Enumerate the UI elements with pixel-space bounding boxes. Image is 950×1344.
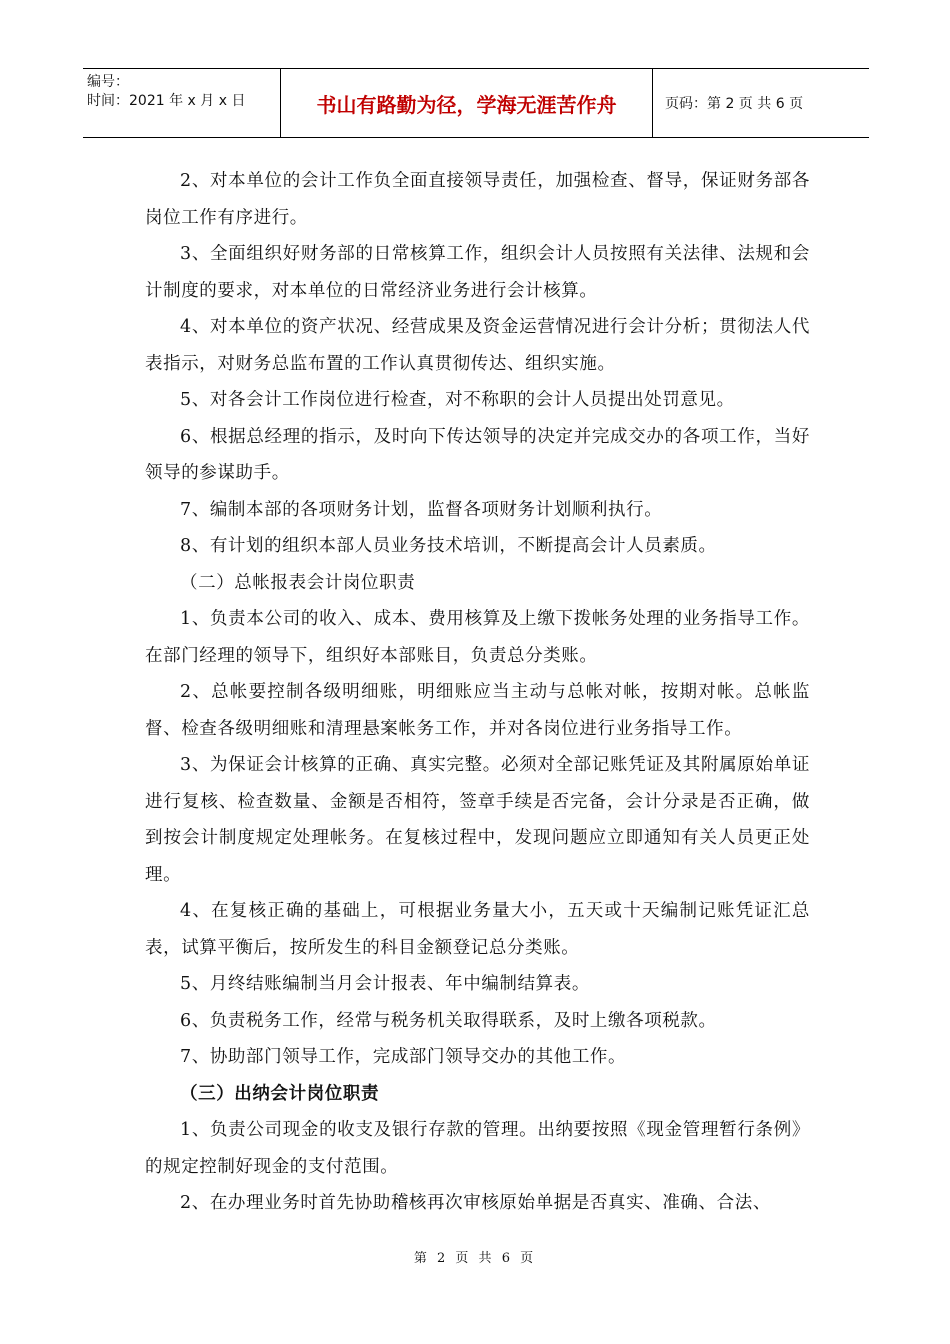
page-footer: 第 2 页 共 6 页 — [413, 1251, 537, 1266]
number-label: 编号： — [87, 74, 129, 90]
paragraph: 5、月终结账编制当月会计报表、年中编制结算表。 — [180, 974, 590, 994]
paragraph: 7、协助部门领导工作，完成部门领导交办的其他工作。 — [180, 1047, 627, 1067]
section-heading: （二）总帐报表会计岗位职责 — [180, 572, 416, 593]
paragraph: 4、对本单位的资产状况、经营成果及资金运营情况进行会计分析；贯彻法人代表指示，对财务总监布置的工作认真贯彻传达、组织实施。 — [145, 317, 810, 374]
time-label: 时间：2021 年 x 月 x 日 — [87, 93, 246, 109]
document-body — [145, 163, 810, 1222]
section-heading: （三）出纳会计岗位职责 — [180, 1083, 380, 1104]
paragraph: 6、根据总经理的指示，及时向下传达领导的决定并完成交办的各项工作，当好领导的参谋助手。 — [145, 426, 810, 483]
paragraph: 4、在复核正确的基础上，可根据业务量大小，五天或十天编制记账凭证汇总表，试算平衡后，按所发生的科目金额登记总分类账。 — [145, 901, 810, 958]
paragraph: 8、有计划的组织本部人员业务技术培训，不断提高会计人员素质。 — [180, 536, 717, 556]
paragraph: 2、在办理业务时首先协助稽核再次审核原始单据是否真实、准确、合法、 — [180, 1193, 771, 1213]
paragraph: 7、编制本部的各项财务计划，监督各项财务计划顺利执行。 — [180, 499, 663, 520]
paragraph: 1、负责公司现金的收支及银行存款的管理。出纳要按照《现金管理暂行条例》的规定控制好现金的支付范围。 — [145, 1120, 810, 1177]
paragraph: 5、对各会计工作岗位进行检查，对不称职的会计人员提出处罚意见。 — [180, 390, 735, 410]
paragraph: 3、全面组织好财务部的日常核算工作，组织会计人员按照有关法律、法规和会计制度的要求，对本单位的日常经济业务进行会计核算。 — [145, 244, 810, 301]
page-header — [83, 68, 869, 138]
header-motto: 书山有路勤为径，学海无涯苦作舟 — [281, 69, 653, 137]
header-page-info: 页码：第 2 页 共 6 页 — [665, 96, 804, 112]
paragraph: 3、为保证会计核算的正确、真实完整。必须对全部记账凭证及其附属原始单证进行复核、检查数量、金额是否相符，签章手续是否完备，会计分录是否正确，做到按会计制度规定处理帐务。在复核过程中，发现问题应立即通知有关人员更正处理。 — [145, 755, 810, 885]
paragraph: 1、负责本公司的收入、成本、费用核算及上缴下拨帐务处理的业务指导工作。在部门经理的领导下，组织好本部账目，负责总分类账。 — [145, 609, 810, 666]
paragraph: 6、负责税务工作，经常与税务机关取得联系，及时上缴各项税款。 — [180, 1010, 717, 1031]
header-meta — [83, 69, 281, 137]
paragraph: 2、总帐要控制各级明细账，明细账应当主动与总帐对帐，按期对帐。总帐监督、检查各级明细账和清理悬案帐务工作，并对各岗位进行业务指导工作。 — [145, 682, 810, 739]
paragraph: 2、对本单位的会计工作负全面直接领导责任，加强检查、督导，保证财务部各岗位工作有序进行。 — [145, 171, 810, 228]
